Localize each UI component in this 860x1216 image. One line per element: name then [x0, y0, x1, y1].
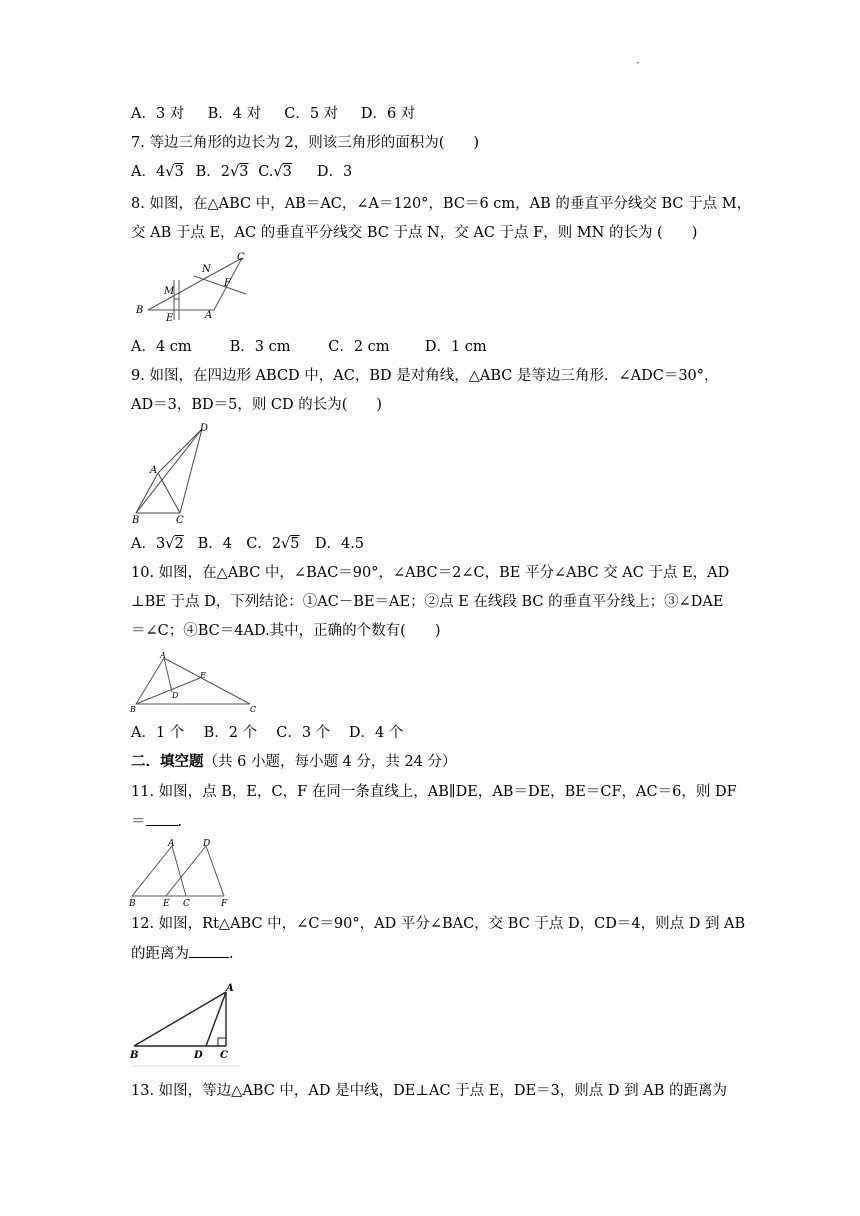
q8-label-b: B [136, 305, 144, 316]
q7-option-b[interactable]: B．2√3 [195, 164, 249, 180]
q11-stem-line1: 11. 如图，点 B，E，C，F 在同一条直线上，AB∥DE，AB＝DE，BE＝CF，AC＝6，则 DF [131, 784, 737, 800]
q7-stem: 7. 等边三角形的边长为 2，则该三角形的面积为( ) [131, 135, 480, 151]
q9-label-b: B [132, 515, 140, 525]
q10-stem-line2: ⊥BE 于点 D，下列结论：①AC－BE＝AE；②点 E 在线段 BC 的垂直平分线上；③∠DAE [131, 594, 724, 610]
q9-stem-line2: AD＝3，BD＝5，则 CD 的长为( ) [131, 397, 383, 413]
q9-stem-line1: 9. 如图，在四边形 ABCD 中，AC，BD 是对角线，△ABC 是等边三角形．∠ADC＝30°， [131, 368, 719, 384]
q6-option-a[interactable]: A．3 对 [131, 106, 185, 122]
q10-label-e: E [200, 671, 206, 680]
q8-option-b[interactable]: B．3 cm [229, 339, 291, 355]
q9-label-c: C [176, 515, 184, 525]
q8-label-n: N [202, 264, 211, 275]
q7-option-d[interactable]: D．3 [316, 164, 353, 180]
q12-stem-line2: 的距离为 . [131, 943, 741, 964]
q13-stem-line1: 13. 如图，等边△ABC 中，AD 是中线，DE⊥AC 于点 E，DE＝3，则点 D 到 AB 的距离为 [131, 1083, 727, 1099]
q11-figure [128, 836, 236, 908]
q9-option-a[interactable]: A．3√2 [131, 536, 184, 552]
q11-label-b: B [129, 899, 136, 908]
q9-option-d[interactable]: D．4.5 [314, 536, 365, 552]
q9-figure [128, 421, 218, 525]
q10-label-c: C [250, 705, 257, 714]
q6-option-d[interactable]: D．6 对 [360, 106, 416, 122]
q10-stem-line3: ＝∠C；④BC＝4AD.其中，正确的个数有( ) [131, 623, 441, 639]
q11-label-a: A [168, 839, 175, 849]
q9-label-d: D [200, 423, 209, 434]
q11-label-e: E [163, 899, 170, 908]
q12-figure [128, 978, 244, 1070]
q8-stem-line1: 8. 如图，在△ABC 中，AB＝AC，∠A＝120°，BC＝6 cm，AB 的垂直平分线交 BC 于点 M， [131, 196, 752, 212]
q11-answer-blank[interactable] [146, 811, 178, 826]
q8-option-c[interactable]: C．2 cm [328, 339, 390, 355]
q12-label-c: C [220, 1050, 228, 1061]
q10-figure [128, 648, 258, 714]
q9-options [131, 534, 741, 554]
q10-option-a[interactable]: A．1 个 [131, 725, 185, 741]
q8-label-e: E [166, 313, 174, 324]
q11-label-f: F [221, 899, 228, 908]
section2-title: 二．填空题 [131, 753, 204, 770]
q12-label-b: B [130, 1050, 139, 1061]
q8-label-a: A [205, 310, 213, 321]
header-mark: · [636, 56, 640, 70]
q8-options [131, 337, 741, 357]
q8-label-m: M [164, 286, 175, 297]
q11-stem-line2: ＝ . [131, 811, 741, 832]
q8-figure [134, 250, 254, 324]
q6-option-b[interactable]: B．4 对 [207, 106, 262, 122]
q8-option-a[interactable]: A．4 cm [131, 339, 192, 355]
q12-answer-blank[interactable] [189, 943, 229, 958]
q10-option-c[interactable]: C．3 个 [276, 725, 331, 741]
q9-option-b[interactable]: B．4 [197, 536, 232, 552]
q7-options [131, 162, 741, 182]
q8-label-c: C [237, 252, 245, 263]
q10-label-d: D [172, 691, 179, 700]
section2-heading [131, 752, 741, 772]
q7-option-a[interactable]: A．4√3 [131, 164, 184, 180]
q10-label-b: B [130, 705, 136, 714]
q10-stem-line1: 10. 如图，在△ABC 中，∠BAC＝90°，∠ABC＝2∠C，BE 平分∠ABC 交 AC 于点 E，AD [131, 565, 730, 581]
q11-label-d: D [203, 839, 211, 849]
q9-option-c[interactable]: C．2√5 [246, 536, 300, 552]
q12-label-d: D [194, 1050, 203, 1061]
q10-option-d[interactable]: D．4 个 [348, 725, 404, 741]
section2-note: （共 6 小题，每小题 4 分，共 24 分） [203, 754, 457, 770]
q9-label-a: A [150, 465, 158, 476]
q7-option-c[interactable]: C.√3 [258, 164, 292, 180]
q6-options [131, 104, 741, 124]
q12-stem-line1: 12. 如图，Rt△ABC 中，∠C＝90°，AD 平分∠BAC，交 BC 于点 D，CD＝4，则点 D 到 AB [131, 916, 746, 932]
q8-option-d[interactable]: D．1 cm [424, 339, 487, 355]
q8-stem-line2: 交 AB 于点 E，AC 的垂直平分线交 BC 于点 N，交 AC 于点 F，则 MN 的长为 ( ) [131, 225, 698, 241]
q8-label-f: F [224, 278, 231, 289]
q10-label-a: A [160, 651, 166, 660]
q6-option-c[interactable]: C．5 对 [284, 106, 339, 122]
q10-options [131, 723, 741, 743]
q11-label-c: C [183, 899, 190, 908]
q12-label-a: A [226, 983, 234, 994]
q10-option-b[interactable]: B．2 个 [203, 725, 258, 741]
